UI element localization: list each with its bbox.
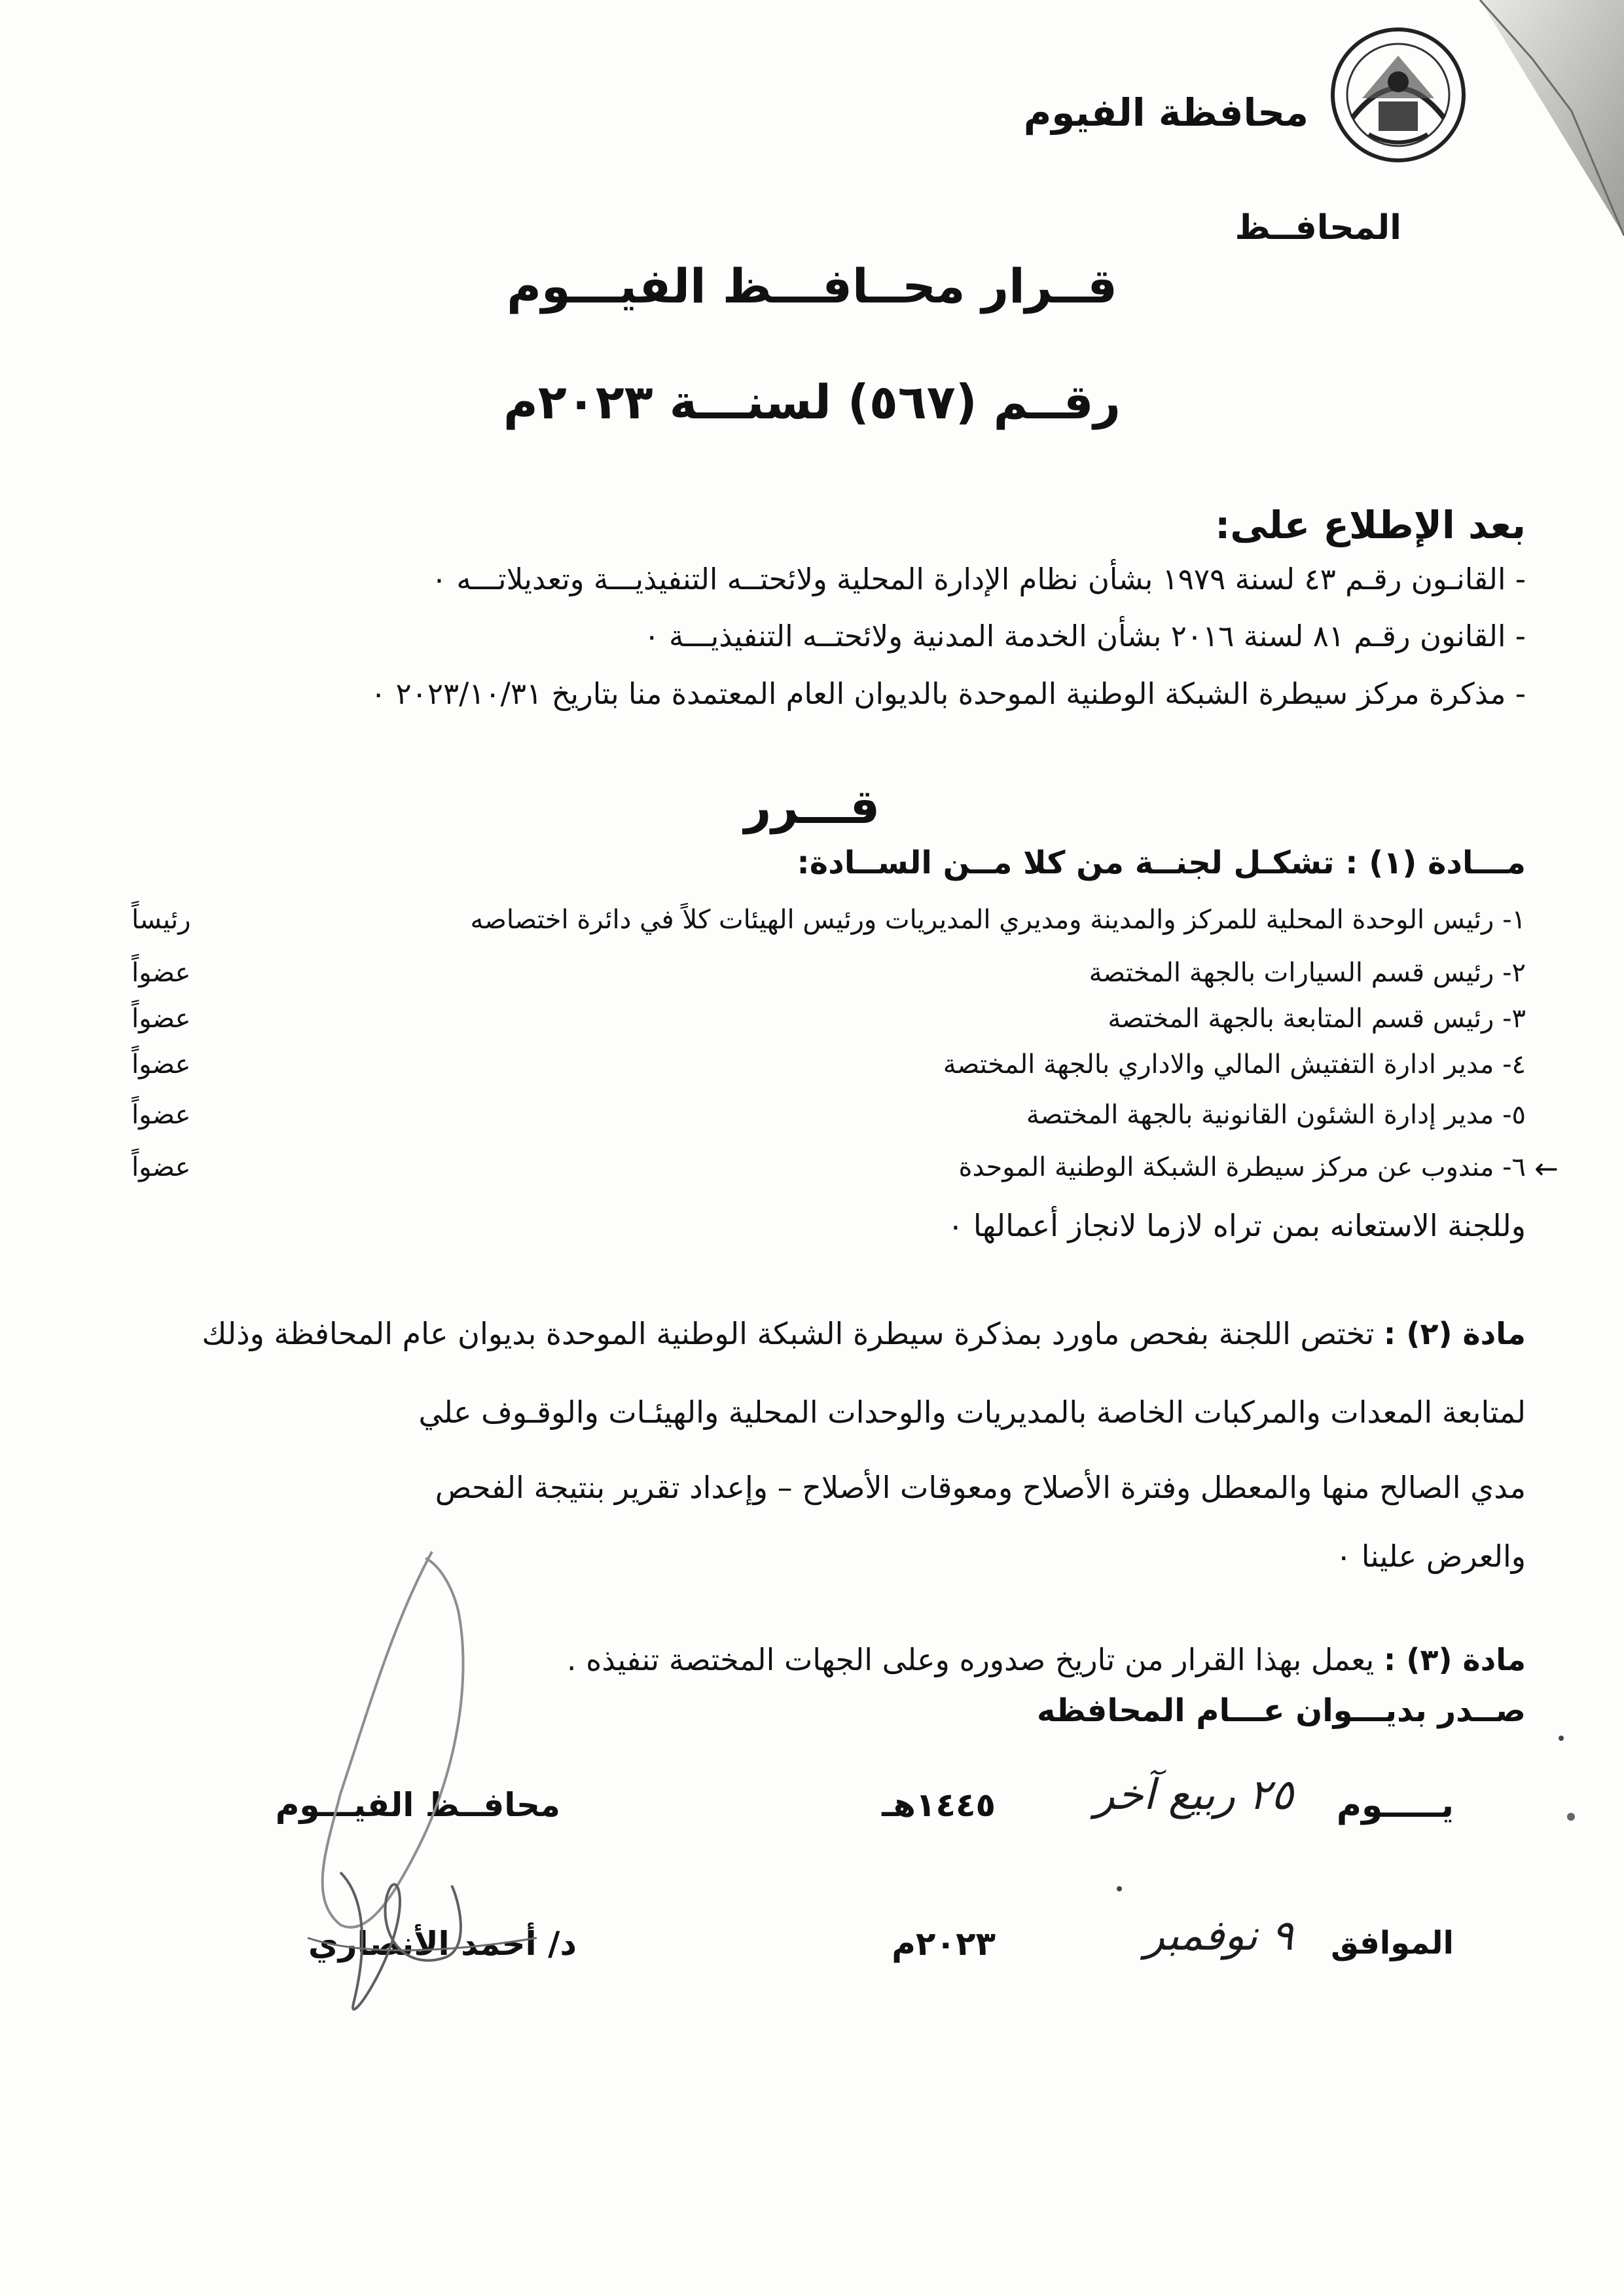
article-3-text: يعمل بهذا القرار من تاريخ صدوره وعلى الجهات المختصة تنفيذه . [566, 1642, 1375, 1677]
handwritten-gregorian-date: ٩ نوفمبر [1144, 1912, 1293, 1960]
governorate-name: محافظة الفيوم [1023, 90, 1308, 135]
preamble-heading: بعد الإطلاع على: [1215, 503, 1526, 547]
stray-mark [1567, 1813, 1575, 1821]
committee-member-row [132, 1100, 1526, 1139]
member-title: ٣- رئيس قسم المتابعة بالجهة المختصة [1108, 1004, 1526, 1034]
issued-at: صــدر بديـــوان عـــام المحافظه [1037, 1692, 1526, 1729]
article-3 [567, 1642, 1526, 1677]
corresponding-label: الموافق [1331, 1925, 1454, 1961]
member-role: عضواً [132, 1100, 191, 1130]
member-title: ٢- رئيس قسم السيارات بالجهة المختصة [1089, 958, 1526, 988]
stray-mark [1559, 1736, 1564, 1741]
committee-member-row [132, 1049, 1526, 1089]
article-2-line: لمتابعة المعدات والمركبات الخاصة بالمديريات والوحدات المحلية والهيئـات والوقـوف علي [418, 1394, 1526, 1430]
article-3-label: مادة (٣) : [1383, 1642, 1526, 1677]
member-role: عضواً [132, 958, 191, 988]
signatory-name: د/ أحمد الأنصاري [308, 1925, 577, 1963]
handwritten-hijri-date: ٢٥ ربيع آخر [1094, 1771, 1293, 1819]
resolved-heading: قـــرر [744, 779, 880, 834]
reference-line: - القانـون رقـم ٤٣ لسنة ١٩٧٩ بشأن نظام الإدارة المحلية ولائحتــه التنفيذيـــة وتعديلاتـــه ٠ [431, 562, 1526, 596]
committee-member-row [132, 958, 1526, 997]
article-2-first-line [132, 1316, 1526, 1351]
committee-member-row [132, 905, 1526, 944]
reference-line: - مذكرة مركز سيطرة الشبكة الوطنية الموحدة بالديوان العام المعتمدة منا بتاريخ ٢٠٢٣/١٠/٣١ ٠ [370, 676, 1526, 711]
member-role: عضواً [132, 1049, 191, 1080]
stray-mark [1117, 1886, 1122, 1891]
committee-note: وللجنة الاستعانه بمن تراه لازما لانجاز أعمالها ٠ [947, 1208, 1526, 1243]
member-title: ١- رئيس الوحدة المحلية للمركز والمدينة ومديري المديريات ورئيس الهيئات كلاً في دائرة اختصاصه [470, 905, 1526, 935]
hijri-year: ١٤٤٥هـ [882, 1786, 996, 1824]
member-role: عضواً [132, 1152, 191, 1182]
handwritten-arrow-icon: ← [1534, 1152, 1559, 1186]
decree-title: قــرار محــافـــظ الفيـــوم [507, 259, 1117, 314]
member-title: ٤- مدير ادارة التفتيش المالي والاداري بالجهة المختصة [943, 1049, 1526, 1080]
governorate-emblem-icon [1323, 20, 1473, 170]
article-2-label: مادة (٢) : [1383, 1316, 1526, 1351]
pencil-stroke [323, 1552, 463, 1927]
decree-number: رقــم (٥٦٧) لسنـــة ٢٠٢٣م [503, 374, 1121, 429]
office-title: المحافــظ [1235, 208, 1401, 247]
committee-member-row [132, 1004, 1526, 1043]
article-2-line: مدي الصالح منها والمعطل وفترة الأصلاح ومعوقات الأصلاح – وإعداد تقرير بنتيجة الفحص [435, 1470, 1526, 1505]
committee-member-row [132, 1152, 1559, 1192]
member-role: عضواً [132, 1004, 191, 1034]
member-title: ٥- مدير إدارة الشئون القانونية بالجهة المختصة [1026, 1100, 1526, 1130]
article-1-heading: مـــادة (١) : تشكـل لجنــة من كلا مــن الســادة: [797, 845, 1526, 881]
member-role: رئيساً [132, 905, 191, 935]
signatory-title: محافــظ الفيـــوم [275, 1786, 560, 1824]
gregorian-year: ٢٠٢٣م [892, 1925, 996, 1963]
article-2-line: والعرض علينا ٠ [1335, 1539, 1526, 1574]
member-title: ٦- مندوب عن مركز سيطرة الشبكة الوطنية الموحدة [958, 1152, 1526, 1182]
article-2-text: تختص اللجنة بفحص ماورد بمذكرة سيطرة الشبكة الوطنية الموحدة بديوان عام المحافظة وذلك [202, 1316, 1375, 1351]
day-label: يـــــوم [1336, 1786, 1454, 1825]
reference-line: - القانون رقـم ٨١ لسنة ٢٠١٦ بشأن الخدمة المدنية ولائحتــه التنفيذيـــة ٠ [643, 619, 1526, 653]
